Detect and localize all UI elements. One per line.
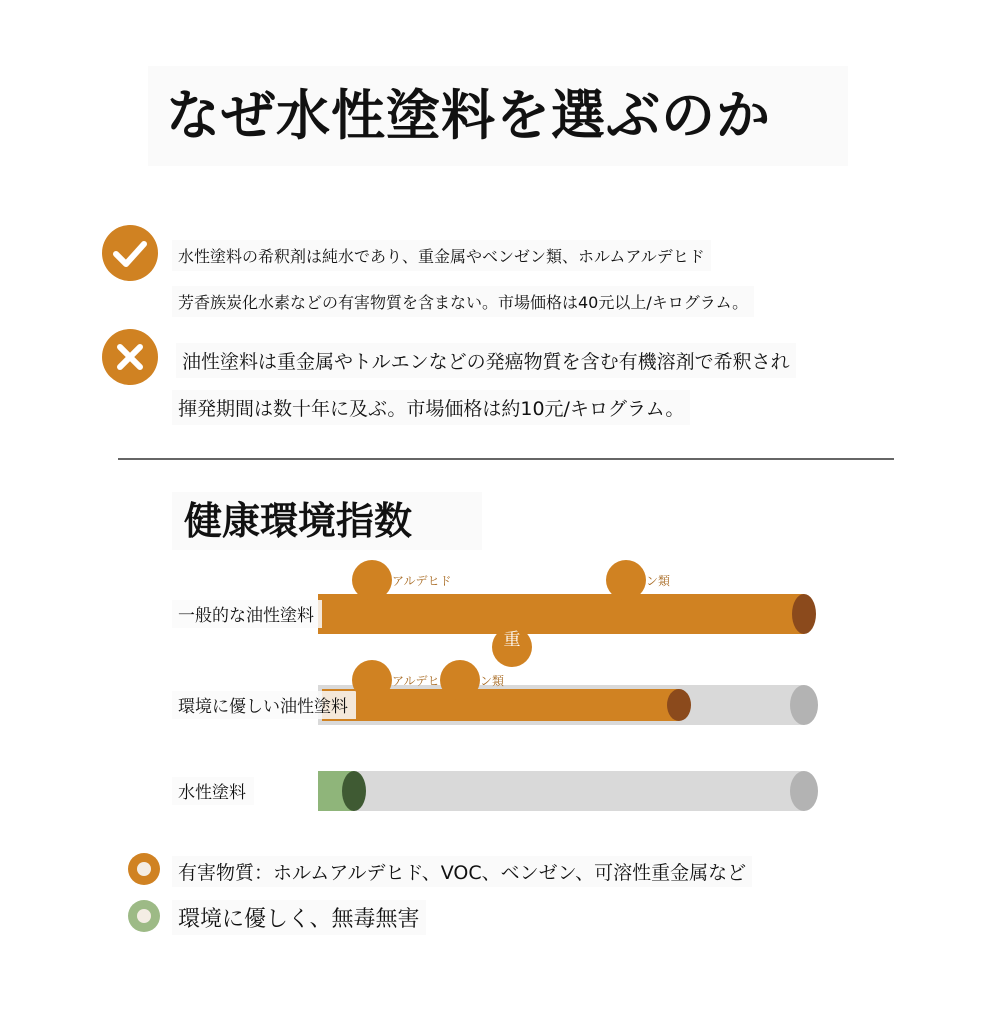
bar-end-cap xyxy=(792,594,816,634)
legend-harmful-icon xyxy=(128,853,160,885)
category-label: 水性塗料 xyxy=(178,783,246,803)
category-label: 一般的な油性塗料 xyxy=(178,606,314,626)
marker-label: 重 xyxy=(503,630,521,650)
point-1-line-2: 芳香族炭化水素などの有害物質を含まない。市場価格は40元以上/キログラム。 xyxy=(172,286,754,317)
bar-end-cap xyxy=(667,689,691,721)
legend-eco-icon xyxy=(128,900,160,932)
page-title: なぜ水性塗料を選ぶのか xyxy=(148,66,848,166)
marker-label: ン類 xyxy=(646,574,671,588)
point-1-line-1: 水性塗料の希釈剤は純水であり、重金属やベンゼン類、ホルムアルデヒド xyxy=(172,240,711,271)
bar-track-end xyxy=(790,685,818,725)
point-2-line-2: 揮発期間は数十年に及ぶ。市場価格は約10元/キログラム。 xyxy=(172,390,690,425)
marker-label: アルデヒ xyxy=(392,674,440,688)
marker-bubble xyxy=(352,660,392,700)
section-title: 健康環境指数 xyxy=(172,492,482,550)
marker-bubble xyxy=(440,660,480,700)
marker-bubble xyxy=(606,560,646,600)
marker-bubble xyxy=(352,560,392,600)
bar-track-end xyxy=(790,771,818,811)
marker-label: アルデヒド xyxy=(392,574,452,588)
bar-track xyxy=(318,771,804,811)
legend-eco-label: 環境に優しく、無毒無害 xyxy=(172,900,426,935)
marker-label: ン類 xyxy=(480,674,505,688)
point-2-line-1: 油性塗料は重金属やトルエンなどの発癌物質を含む有機溶剤で希釈され xyxy=(176,343,796,378)
category-label: 環境に優しい油性塗料 xyxy=(178,697,348,717)
bar-end-cap xyxy=(342,771,366,811)
legend-harmful-label: 有害物質：ホルムアルデヒド、VOC、ベンゼン、可溶性重金属など xyxy=(172,856,752,887)
bar xyxy=(318,594,804,634)
